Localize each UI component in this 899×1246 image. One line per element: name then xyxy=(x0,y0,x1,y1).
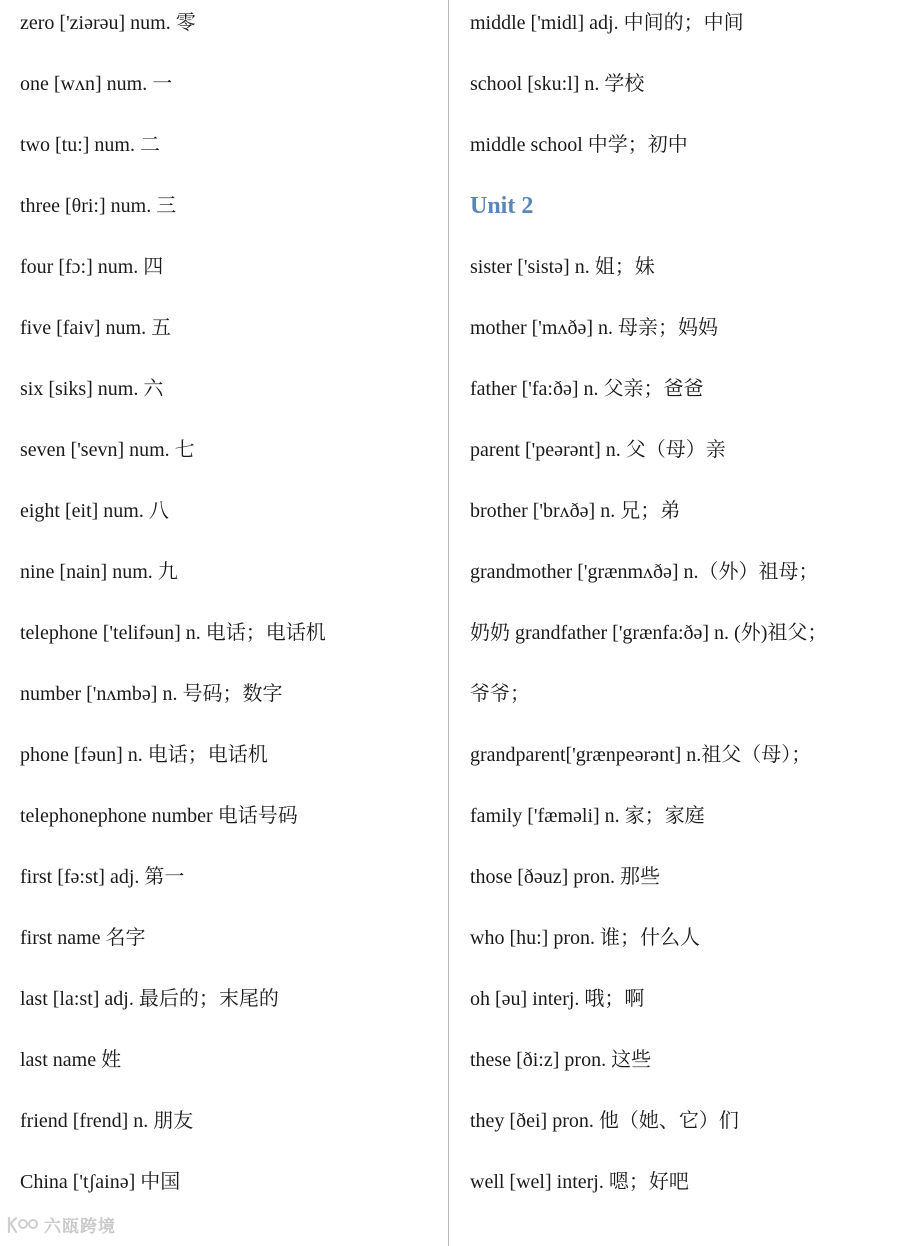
vocab-entry: those [ðəuz] pron. 那些 xyxy=(470,866,660,888)
vocab-entry: well [wel] interj. 嗯；好吧 xyxy=(470,1171,689,1193)
vocab-entry: nine [nain] num. 九 xyxy=(20,561,178,583)
vocab-entry: first name 名字 xyxy=(20,927,146,949)
vocab-entry: seven ['sevn] num. 七 xyxy=(20,439,195,461)
vocab-entry: two [tu:] num. 二 xyxy=(20,134,160,156)
vocab-entry: five [faiv] num. 五 xyxy=(20,317,172,339)
vocab-entry: four [fɔ:] num. 四 xyxy=(20,256,164,278)
vocab-entry: grandmother ['grænmʌðə] n.（外）祖母； xyxy=(470,561,819,583)
vocab-entry: last [la:st] adj. 最后的；末尾的 xyxy=(20,988,279,1010)
vocab-entry: brother ['brʌðə] n. 兄；弟 xyxy=(470,500,681,522)
watermark-text: 六瓯跨境 xyxy=(44,1217,116,1237)
vocab-entry: eight [eit] num. 八 xyxy=(20,500,169,522)
vocab-entry: last name 姓 xyxy=(20,1049,122,1071)
unit-heading: Unit 2 xyxy=(470,193,534,219)
column-divider xyxy=(448,0,449,1246)
vocab-entry: mother ['mʌðə] n. 母亲；妈妈 xyxy=(470,317,719,339)
vocab-entry: middle school 中学；初中 xyxy=(470,134,688,156)
left-column xyxy=(0,0,448,1246)
vocab-entry: number ['nʌmbə] n. 号码；数字 xyxy=(20,683,283,705)
watermark xyxy=(6,1212,116,1237)
kol-logo-icon xyxy=(6,1215,40,1235)
vocab-entry: zero ['ziərəu] num. 零 xyxy=(20,12,196,34)
right-column xyxy=(450,0,899,1246)
vocab-entry: telephonephone number 电话号码 xyxy=(20,805,298,827)
vocab-entry: sister ['sistə] n. 姐；妹 xyxy=(470,256,655,278)
vocab-entry: oh [əu] interj. 哦；啊 xyxy=(470,988,645,1010)
vocab-entry: these [ði:z] pron. 这些 xyxy=(470,1049,652,1071)
vocab-entry: telephone ['telifəun] n. 电话；电话机 xyxy=(20,622,326,644)
vocab-entry: parent ['peərənt] n. 父（母）亲 xyxy=(470,439,726,461)
vocab-entry: middle ['midl] adj. 中间的；中间 xyxy=(470,12,744,34)
vocab-entry: 爷爷； xyxy=(470,683,530,705)
vocab-entry: they [ðei] pron. 他（她、它）们 xyxy=(470,1110,739,1132)
vocab-entry: friend [frend] n. 朋友 xyxy=(20,1110,194,1132)
vocab-entry: China ['tʃainə] 中国 xyxy=(20,1171,181,1193)
vocab-entry: first [fə:st] adj. 第一 xyxy=(20,866,185,888)
vocab-entry: one [wʌn] num. 一 xyxy=(20,73,173,95)
vocab-entry: six [siks] num. 六 xyxy=(20,378,164,400)
vocab-entry: school [sku:l] n. 学校 xyxy=(470,73,645,95)
vocab-entry: father ['fa:ðə] n. 父亲；爸爸 xyxy=(470,378,704,400)
vocab-entry: grandparent['grænpeərənt] n.祖父（母）； xyxy=(470,744,812,766)
vocab-entry: family ['fæməli] n. 家；家庭 xyxy=(470,805,705,827)
vocab-entry: three [θri:] num. 三 xyxy=(20,195,177,217)
vocab-entry: who [hu:] pron. 谁；什么人 xyxy=(470,927,700,949)
vocab-entry: 奶奶 grandfather ['grænfa:ðə] n. (外)祖父； xyxy=(470,622,828,644)
vocab-entry: phone [fəun] n. 电话；电话机 xyxy=(20,744,268,766)
